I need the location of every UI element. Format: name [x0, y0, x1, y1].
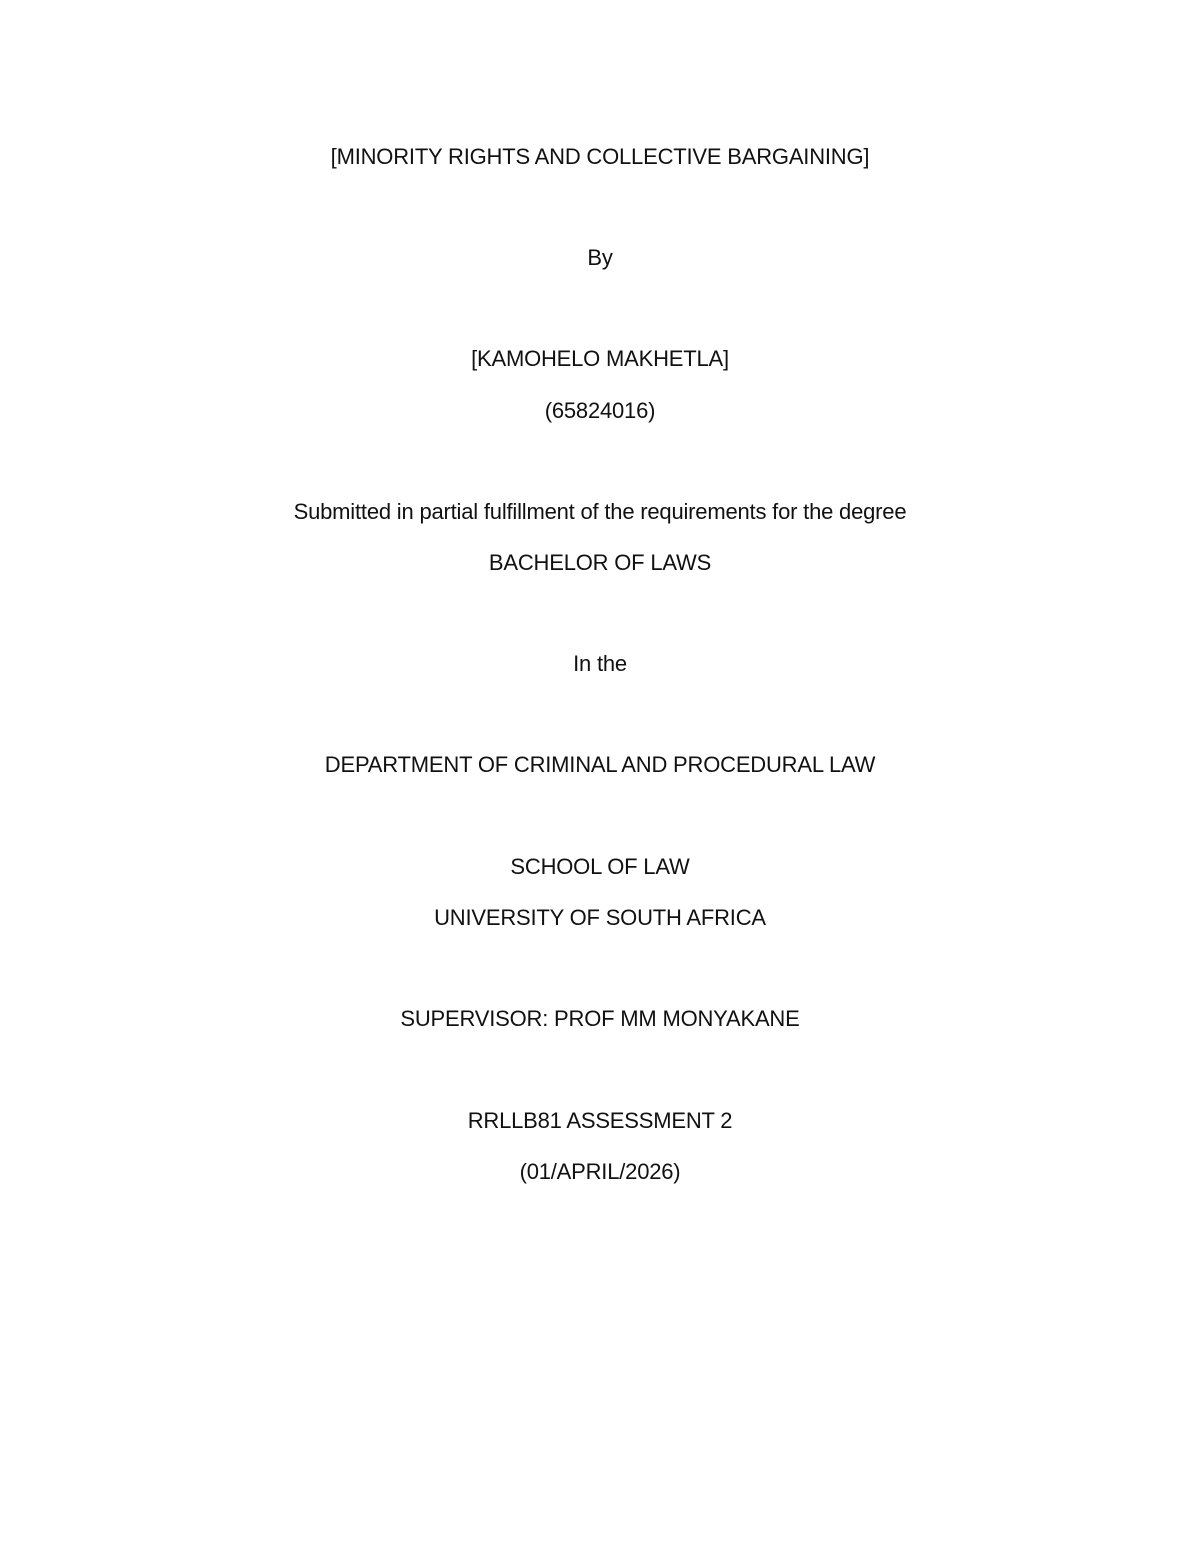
degree-name: BACHELOR OF LAWS — [488, 550, 712, 575]
department-name: DEPARTMENT OF CRIMINAL AND PROCEDURAL LAW — [324, 752, 876, 777]
student-number: (65824016) — [544, 398, 656, 423]
document-title: [MINORITY RIGHTS AND COLLECTIVE BARGAINING] — [330, 144, 870, 169]
school-name: SCHOOL OF LAW — [510, 854, 690, 879]
author-name: [KAMOHELO MAKHETLA] — [471, 346, 729, 371]
submission-date: (01/APRIL/2026) — [519, 1159, 681, 1184]
supervisor-line: SUPERVISOR: PROF MM MONYAKANE — [400, 1006, 800, 1031]
by-label: By — [587, 245, 613, 270]
in-the-label: In the — [573, 651, 627, 676]
university-name: UNIVERSITY OF SOUTH AFRICA — [434, 905, 766, 930]
assessment-line: RRLLB81 ASSESSMENT 2 — [467, 1108, 733, 1133]
submission-statement: Submitted in partial fulfillment of the requirements for the degree — [293, 499, 907, 524]
